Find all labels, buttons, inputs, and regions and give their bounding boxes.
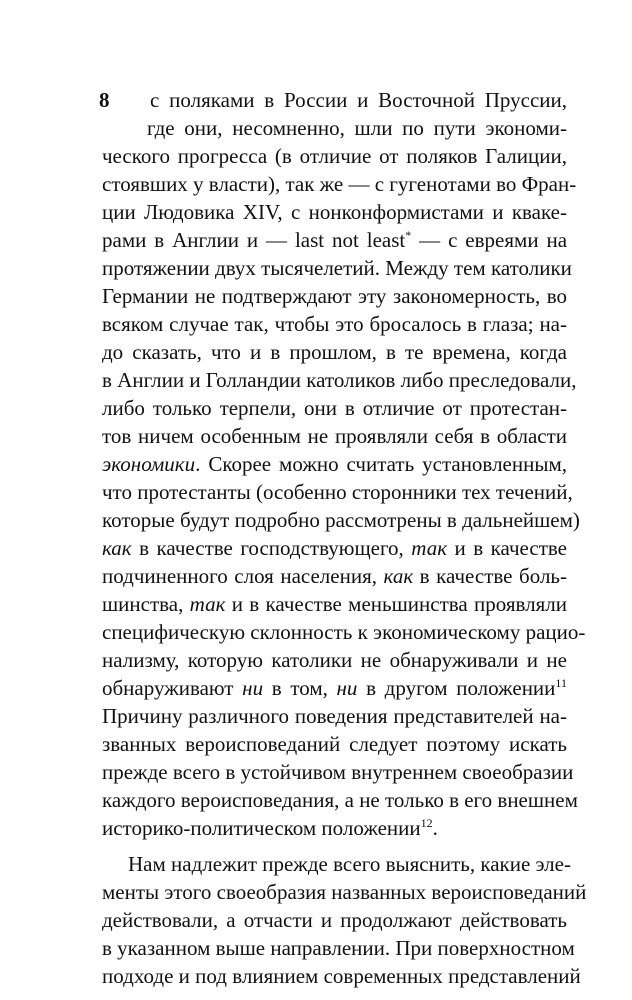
text-line	[102, 758, 574, 786]
text: тов ничем особенным не проявляли себя в области	[102, 424, 567, 448]
text-line	[102, 198, 567, 226]
text-line	[102, 674, 567, 702]
text: либо только терпели, они в отличие от протестан-	[102, 396, 567, 420]
text: рами в Англии и — last not least	[102, 228, 406, 252]
text: всяком случае так, чтобы это бросалось в глаза; на-	[102, 312, 567, 336]
text-line	[128, 850, 571, 878]
text: историко-политическом положении	[102, 816, 421, 840]
text: и в качестве меньшинства проявляли	[225, 592, 568, 616]
text: шинства,	[102, 592, 190, 616]
text-line	[102, 906, 567, 934]
italic-text: как	[102, 536, 132, 560]
text-line	[102, 254, 572, 282]
text: в другом положении	[357, 676, 556, 700]
period: .	[432, 816, 438, 840]
text: до сказать, что и в прошлом, в те времена, когда	[102, 340, 567, 364]
text-line	[102, 618, 586, 646]
text-line	[102, 282, 567, 310]
text-line	[102, 226, 567, 254]
footnote-ref-12: 12	[420, 816, 433, 830]
text: в Англии и Голландии католиков либо преследовали,	[102, 368, 577, 392]
text: — с евреями на	[419, 228, 568, 252]
text: ции Людовика XIV, с нонконформистами и кваке-	[102, 200, 567, 224]
text-line	[102, 814, 567, 842]
text-line	[102, 878, 587, 906]
text: в указанном выше направлении. При поверхностном	[102, 936, 575, 960]
text-line	[102, 590, 567, 618]
text-line	[102, 338, 567, 366]
italic-text: экономики	[102, 452, 196, 476]
text: в том,	[263, 676, 337, 700]
italic-text: ни	[242, 676, 264, 700]
italic-text: как	[383, 564, 414, 588]
text-line	[102, 170, 577, 198]
text-line	[102, 562, 567, 590]
text: подчиненного слоя населения,	[102, 564, 384, 588]
page-number: 8	[99, 88, 110, 112]
text: прежде всего в устойчивом внутреннем своеобразии	[102, 760, 574, 784]
italic-text: так	[189, 592, 226, 616]
text-line	[102, 506, 580, 534]
text: и в качестве	[447, 536, 568, 560]
text-line	[102, 730, 567, 758]
text-line	[102, 534, 567, 562]
text: с поляками в России и Восточной Пруссии,	[150, 88, 567, 112]
text: нализму, которую католики не обнаруживали и не	[102, 648, 567, 672]
text-line	[102, 142, 567, 170]
footnote-ref-11: 11	[555, 676, 567, 690]
text-line	[147, 114, 567, 142]
text-line	[102, 450, 567, 478]
text: которые будут подробно рассмотрены в дальнейшем)	[102, 508, 580, 532]
text: стоявших у власти), так же — с гугенотами во Фран-	[102, 172, 577, 196]
text: ческого прогресса (в отличие от поляков Галиции,	[102, 144, 567, 168]
text: каждого вероисповедания, а не только в его внешнем	[102, 788, 578, 812]
text-line	[150, 86, 567, 114]
text-line	[102, 310, 567, 338]
text: действовали, а отчасти и продолжают действовать	[102, 908, 567, 932]
text-line	[102, 394, 567, 422]
text-line	[102, 934, 575, 962]
text: подходе и под влиянием современных представлений	[102, 964, 581, 988]
text-line	[102, 702, 567, 730]
text: что протестанты (особенно сторонники тех течений,	[102, 480, 573, 504]
text-line	[102, 478, 573, 506]
text-line	[102, 786, 578, 814]
text: в качестве господствующего,	[131, 536, 412, 560]
text: где они, несомненно, шли по пути экономи-	[147, 116, 567, 140]
footnote-ref-star: *	[405, 228, 412, 242]
text: протяжении двух тысячелетий. Между тем католики	[102, 256, 572, 280]
text: Нам надлежит прежде всего выяснить, какие эле-	[128, 852, 571, 876]
text: обнаруживают	[102, 676, 243, 700]
text: Причину различного поведения представителей на-	[102, 704, 567, 728]
text-line	[102, 962, 581, 990]
text: менты этого своеобразия названных вероисповеданий	[102, 880, 587, 904]
italic-text: ни	[336, 676, 358, 700]
text-line	[102, 366, 577, 394]
text-line	[102, 422, 567, 450]
text: Германии не подтверждают эту закономерность, во	[102, 284, 567, 308]
italic-text: так	[411, 536, 448, 560]
text-line	[102, 646, 567, 674]
text: званных вероисповеданий следует поэтому искать	[102, 732, 567, 756]
text: специфическую склонность к экономическому рацио-	[102, 620, 586, 644]
text: в качестве боль-	[413, 564, 567, 588]
text: . Скорее можно считать установленным,	[195, 452, 567, 476]
